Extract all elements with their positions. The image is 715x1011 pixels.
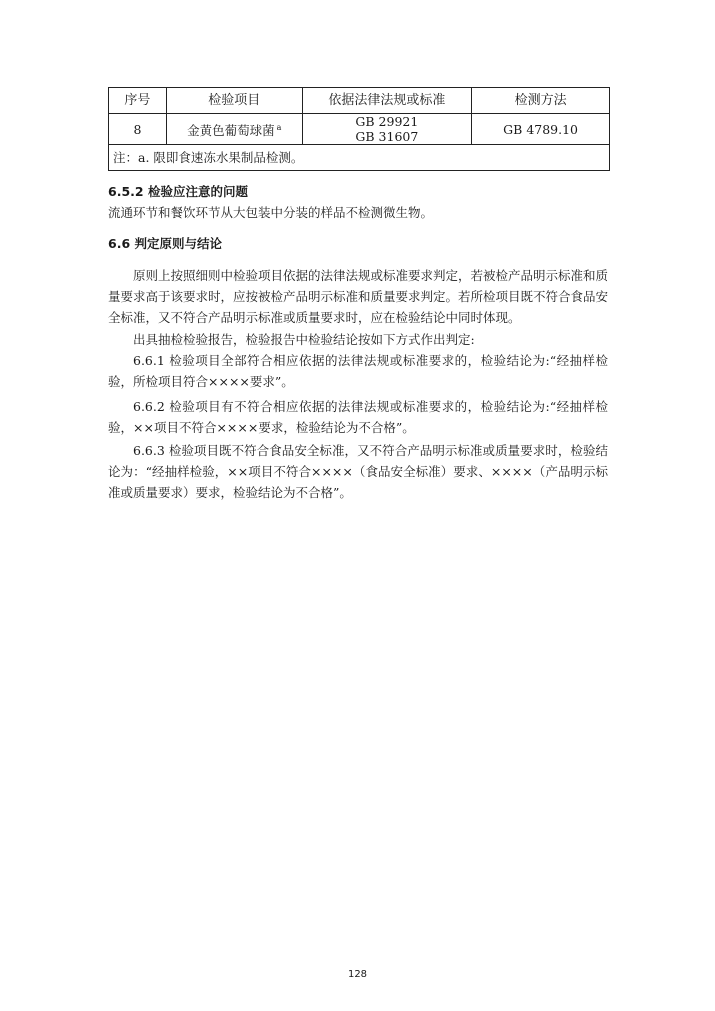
footnote-mark: a: [276, 123, 282, 132]
section-6-5-2-text: 流通环节和餐饮环节从大包装中分装的样品不检测微生物。: [108, 205, 434, 220]
inspection-table: [108, 87, 610, 171]
table-note: 注：a. 限即食速冻水果制品检测。: [109, 145, 610, 171]
table-header-row: [109, 88, 610, 114]
table-note-row: [109, 145, 610, 171]
header-method: 检测方法: [472, 88, 610, 114]
cell-serial: 8: [109, 114, 167, 145]
clause-6-6-1: 6.6.1 检验项目全部符合相应依据的法律法规或标准要求的，检验结论为:“经抽样检验，所检项目符合××××要求”。: [108, 353, 608, 389]
section-6-5-2-heading: 6.5.2 检验应注意的问题: [108, 184, 248, 199]
basis-standard-1: GB 29921: [355, 114, 419, 129]
section-6-6-paragraph-2: 出具抽检检验报告，检验报告中检验结论按如下方式作出判定:: [133, 332, 475, 347]
cell-method: GB 4789.10: [472, 114, 610, 145]
page-number: 128: [347, 969, 368, 980]
header-item: 检验项目: [166, 88, 302, 114]
basis-standard-2: GB 31607: [355, 129, 419, 144]
item-name: 金黄色葡萄球菌: [187, 123, 275, 138]
section-6-6-paragraph-1: 原则上按照细则中检验项目依据的法律法规或标准要求判定，若被检产品明示标准和质量要求高于该要求时，应按被检产品明示标准和质量要求判定。若所检项目既不符合食品安全标准，又不符合产品明示标准或质量要求时，应在检验结论中同时体现。: [108, 268, 609, 325]
cell-item: [166, 114, 302, 145]
clause-6-6-2: 6.6.2 检验项目有不符合相应依据的法律法规或标准要求的，检验结论为:“经抽样检验，××项目不符合××××要求，检验结论为不合格”。: [108, 399, 608, 435]
header-basis: 依据法律法规或标准: [302, 88, 472, 114]
table-row: [109, 114, 610, 145]
cell-basis: [302, 114, 472, 145]
section-6-6-heading: 6.6 判定原则与结论: [108, 236, 222, 251]
clause-6-6-3: 6.6.3 检验项目既不符合食品安全标准，又不符合产品明示标准或质量要求时，检验结论为：“经抽样检验，××项目不符合××××（食品安全标准）要求、××××（产品明示标准或质量要求）要求，检验结论为不合格”。: [108, 443, 608, 500]
header-serial: 序号: [109, 88, 167, 114]
